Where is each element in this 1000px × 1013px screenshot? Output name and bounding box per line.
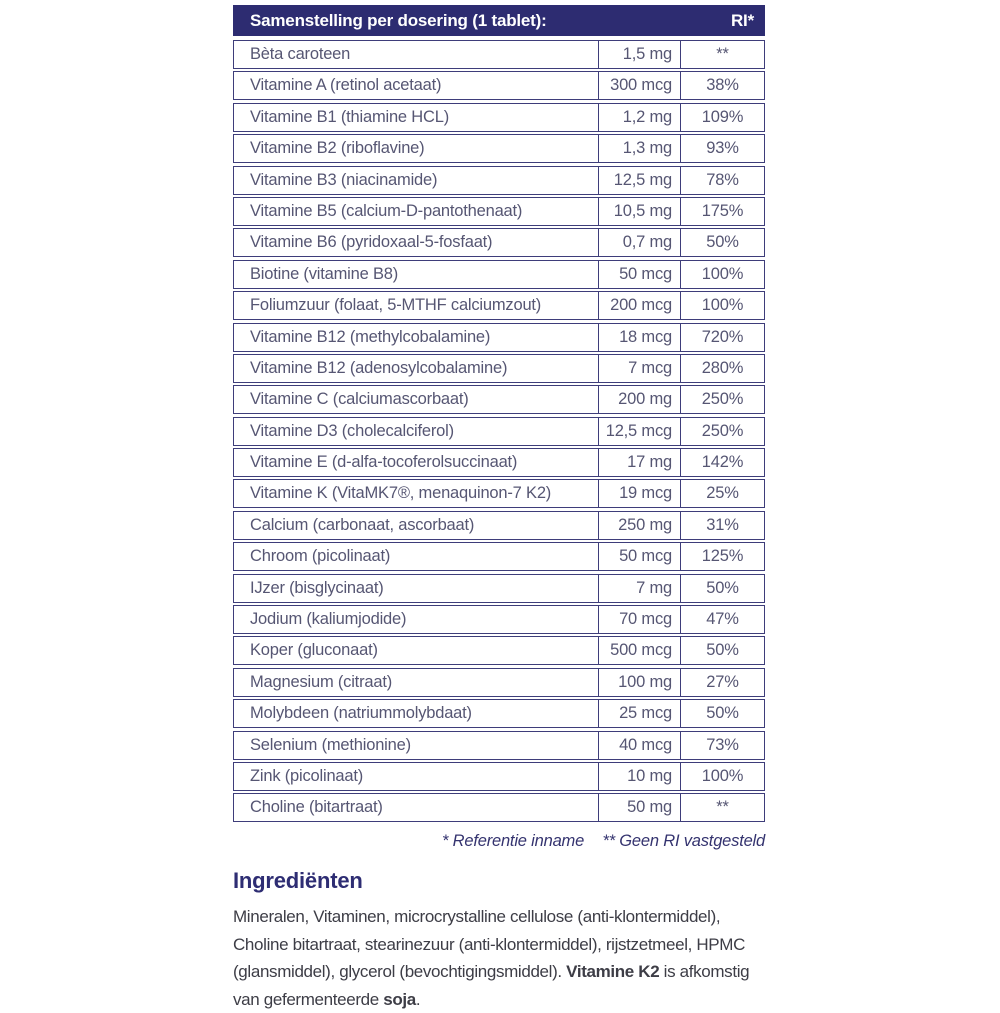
nutrient-amount: 12,5 mg	[599, 167, 681, 194]
table-row	[233, 542, 765, 571]
nutrient-ri: 50%	[706, 233, 739, 252]
table-row	[233, 260, 765, 289]
nutrient-ri: 720%	[701, 327, 744, 346]
table-row	[233, 762, 765, 791]
nutrient-name: Choline (bitartraat)	[234, 794, 599, 821]
nutrient-name: Vitamine E (d-alfa-tocoferolsuccinaat)	[234, 449, 599, 476]
nutrient-name: Vitamine B2 (riboflavine)	[234, 135, 599, 162]
nutrient-name: Vitamine A (retinol acetaat)	[234, 72, 599, 99]
nutrient-amount: 250 mg	[599, 512, 681, 539]
ri-column-header: RI*	[730, 10, 754, 30]
nutrient-amount: 50 mcg	[599, 261, 681, 288]
nutrient-amount: 10,5 mg	[599, 198, 681, 225]
nutrient-name: Jodium (kaliumjodide)	[234, 606, 599, 633]
nutrient-ri: 100%	[701, 296, 744, 315]
nutrient-amount: 40 mcg	[599, 732, 681, 759]
table-body	[233, 40, 765, 822]
nutrient-ri: 100%	[701, 264, 744, 283]
nutrient-amount: 50 mcg	[599, 543, 681, 570]
nutrient-name: Zink (picolinaat)	[234, 763, 599, 790]
nutrient-name: Foliumzuur (folaat, 5-MTHF calciumzout)	[234, 292, 599, 319]
nutrient-amount: 500 mcg	[599, 637, 681, 664]
table-row	[233, 323, 765, 352]
nutrient-ri: 78%	[706, 170, 739, 189]
nutrient-name: IJzer (bisglycinaat)	[234, 575, 599, 602]
nutrient-ri: 250%	[701, 421, 744, 440]
nutrient-ri: 100%	[701, 766, 744, 785]
nutrient-ri: 50%	[706, 578, 739, 597]
nutrient-ri: 73%	[706, 735, 739, 754]
nutrient-amount: 1,2 mg	[599, 104, 681, 131]
nutrient-name: Selenium (methionine)	[234, 732, 599, 759]
table-row	[233, 605, 765, 634]
table-row	[233, 793, 765, 822]
nutrient-ri: **	[716, 45, 729, 63]
table-row	[233, 511, 765, 540]
nutrient-amount: 1,5 mg	[599, 41, 681, 68]
nutrient-name: Biotine (vitamine B8)	[234, 261, 599, 288]
nutrient-name: Vitamine B1 (thiamine HCL)	[234, 104, 599, 131]
nutrient-amount: 100 mg	[599, 669, 681, 696]
ingredients-text: Mineralen, Vitaminen, microcrystalline cellulose (anti-klontermiddel), Choline bitartraat, stearinezuur (anti-klontermiddel), rijstzetmeel, HPMC (glansmiddel), glycerol (bevochtigingsmiddel). Vitamine K2 is afkomstig van gefermenteerde soja.	[233, 907, 750, 1009]
nutrient-amount: 1,3 mg	[599, 135, 681, 162]
nutrient-ri: 27%	[706, 672, 739, 691]
table-row	[233, 668, 765, 697]
nutrient-amount: 50 mg	[599, 794, 681, 821]
table-row	[233, 103, 765, 132]
nutrient-ri: 25%	[706, 484, 739, 503]
nutrient-amount: 0,7 mg	[599, 229, 681, 256]
nutrient-ri: 280%	[701, 358, 744, 377]
ingredients-heading: Ingrediënten	[233, 868, 363, 894]
nutrient-amount: 10 mg	[599, 763, 681, 790]
nutrient-ri: 38%	[706, 76, 739, 95]
table-row	[233, 40, 765, 69]
nutrient-amount: 12,5 mcg	[599, 418, 681, 445]
table-row	[233, 166, 765, 195]
nutrient-name: Vitamine D3 (cholecalciferol)	[234, 418, 599, 445]
table-row	[233, 636, 765, 665]
table-row	[233, 228, 765, 257]
nutrient-amount: 70 mcg	[599, 606, 681, 633]
table-header	[233, 5, 765, 36]
nutrient-name: Vitamine K (VitaMK7®, menaquinon-7 K2)	[234, 480, 599, 507]
nutrient-name: Magnesium (citraat)	[234, 669, 599, 696]
nutrient-ri: 31%	[706, 515, 739, 534]
supplement-facts-panel	[233, 5, 765, 1013]
nutrient-ri: 50%	[706, 641, 739, 660]
nutrient-name: Vitamine B12 (adenosylcobalamine)	[234, 355, 599, 382]
nutrient-ri: 125%	[701, 547, 744, 566]
footnote-reference-intake: * Referentie inname	[442, 832, 585, 851]
footnote-no-ri: ** Geen RI vastgesteld	[602, 832, 765, 851]
nutrient-amount: 19 mcg	[599, 480, 681, 507]
nutrient-amount: 7 mcg	[599, 355, 681, 382]
nutrient-name: Vitamine B5 (calcium-D-pantothenaat)	[234, 198, 599, 225]
nutrient-name: Bèta caroteen	[234, 41, 599, 68]
table-row	[233, 71, 765, 100]
nutrient-amount: 7 mg	[599, 575, 681, 602]
table-row	[233, 134, 765, 163]
table-title: Samenstelling per dosering (1 tablet):	[250, 10, 547, 30]
nutrient-name: Vitamine B12 (methylcobalamine)	[234, 324, 599, 351]
table-row	[233, 385, 765, 414]
nutrient-ri: 175%	[701, 201, 744, 220]
nutrient-name: Vitamine B6 (pyridoxaal-5-fosfaat)	[234, 229, 599, 256]
table-row	[233, 731, 765, 760]
nutrient-amount: 18 mcg	[599, 324, 681, 351]
table-row	[233, 479, 765, 508]
nutrient-ri: **	[716, 798, 729, 817]
nutrient-name: Calcium (carbonaat, ascorbaat)	[234, 512, 599, 539]
nutrient-name: Vitamine C (calciumascorbaat)	[234, 386, 599, 413]
table-row	[233, 417, 765, 446]
nutrient-ri: 250%	[701, 390, 744, 409]
nutrient-amount: 300 mcg	[599, 72, 681, 99]
nutrient-ri: 142%	[701, 453, 744, 472]
nutrient-ri: 47%	[706, 610, 739, 629]
table-row	[233, 448, 765, 477]
nutrient-ri: 109%	[701, 107, 744, 126]
table-footnote	[233, 832, 765, 851]
nutrient-name: Molybdeen (natriummolybdaat)	[234, 700, 599, 727]
table-row	[233, 699, 765, 728]
nutrient-amount: 17 mg	[599, 449, 681, 476]
nutrient-name: Koper (gluconaat)	[234, 637, 599, 664]
nutrient-amount: 25 mcg	[599, 700, 681, 727]
nutrient-name: Chroom (picolinaat)	[234, 543, 599, 570]
nutrient-name: Vitamine B3 (niacinamide)	[234, 167, 599, 194]
table-row	[233, 197, 765, 226]
table-row	[233, 291, 765, 320]
nutrient-amount: 200 mcg	[599, 292, 681, 319]
nutrient-amount: 200 mg	[599, 386, 681, 413]
nutrient-ri: 50%	[706, 704, 739, 723]
table-row	[233, 354, 765, 383]
table-row	[233, 574, 765, 603]
nutrient-ri: 93%	[706, 139, 739, 158]
